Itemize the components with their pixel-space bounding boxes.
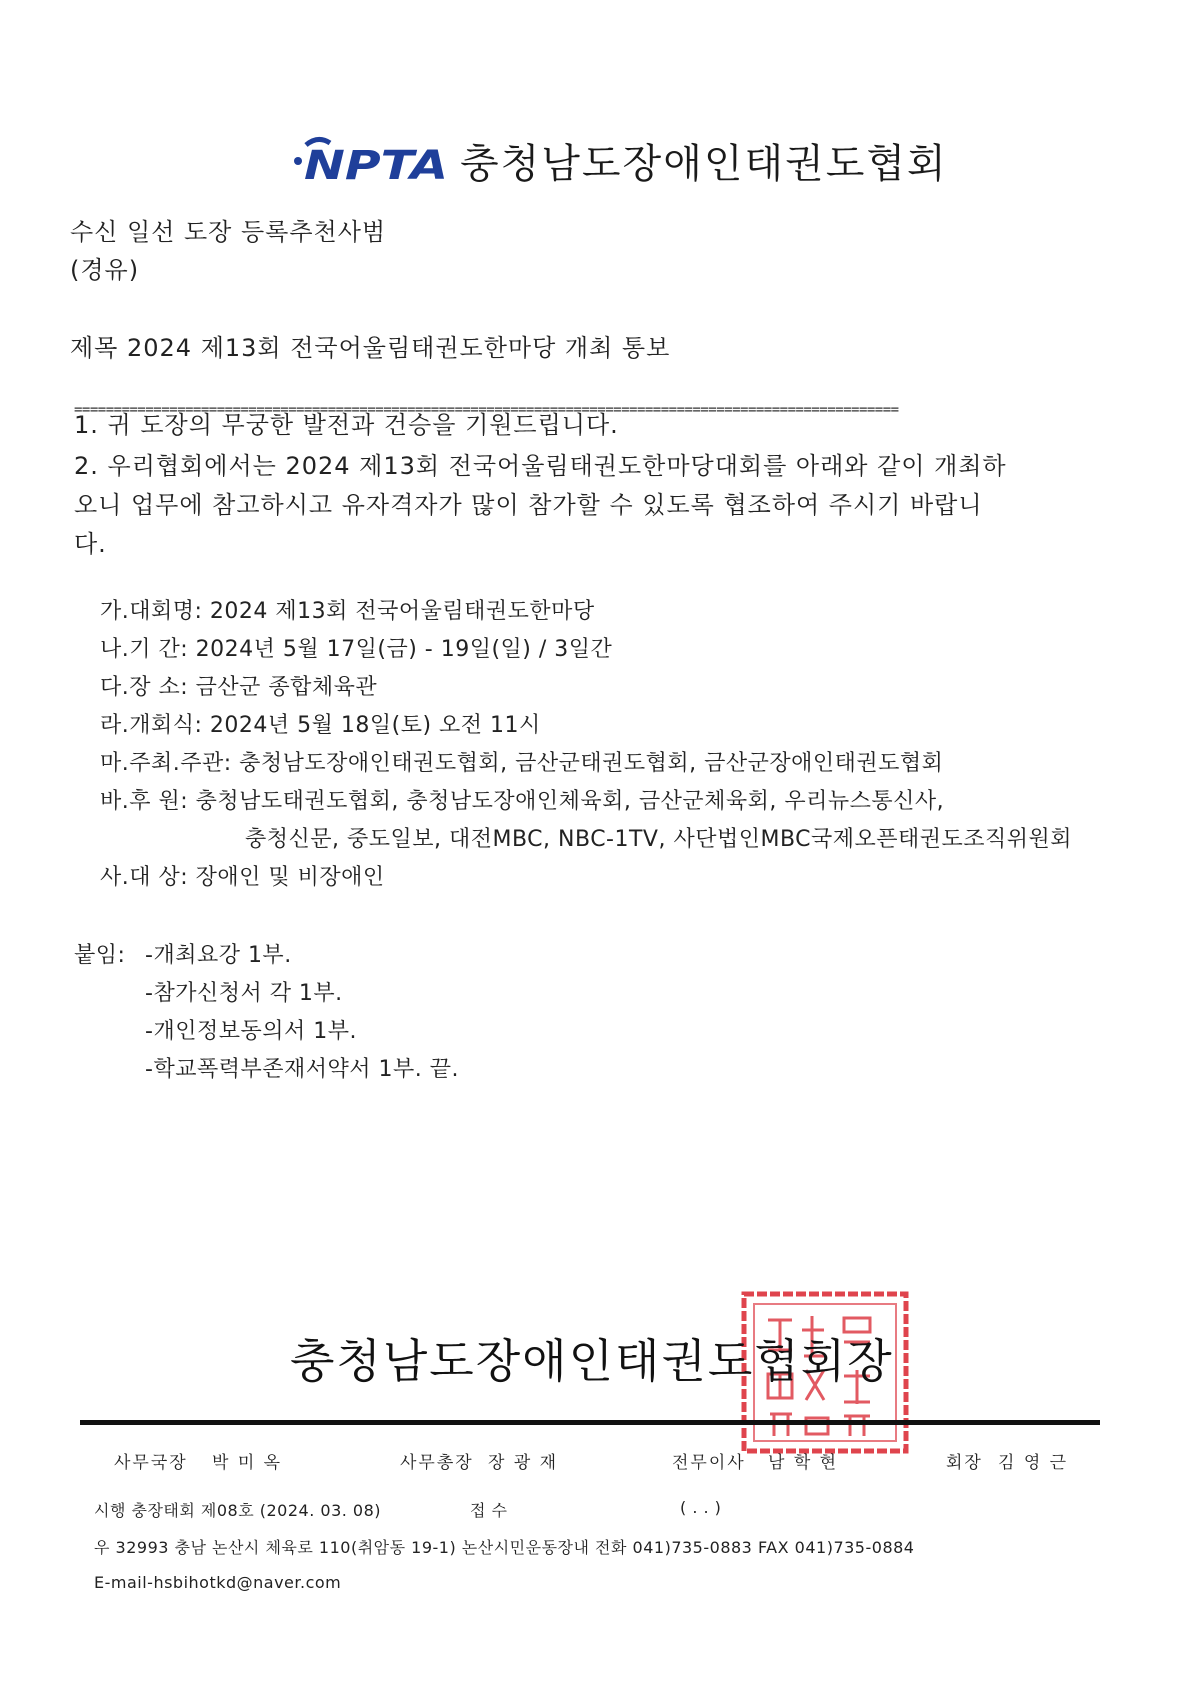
attachments-label: 붙임: <box>74 943 126 968</box>
letterhead <box>292 130 948 190</box>
npta-logo <box>292 131 450 189</box>
recipient-line: 수신 일선 도장 등록추천사범 <box>70 218 387 246</box>
attachment-item: -개최요강 1부. <box>145 943 292 968</box>
email-line: E-mail-hsbihotkd@naver.com <box>94 1573 342 1592</box>
body-paragraph-2-line-1: 2. 우리협회에서는 2024 제13회 전국어울림태권도한마당대회를 아래와 같이 개최하 <box>74 452 1007 480</box>
detail-target: 사.대 상: 장애인 및 비장애인 <box>100 865 385 890</box>
detail-sponsor-line-1: 바.후 원: 충청남도태권도협회, 충청남도장애인체육회, 금산군체육회, 우리뉴스통신사, <box>100 789 945 814</box>
detail-sponsor-line-2: 충청신문, 중도일보, 대전MBC, NBC-1TV, 사단법인MBC국제오픈태권도조직위원회 <box>245 827 1073 852</box>
staff-3-name: 남 학 현 <box>768 1453 839 1473</box>
staff-2-title: 사무총장 <box>400 1453 474 1473</box>
signature-title: 충청남도장애인태권도협회장 <box>290 1334 894 1388</box>
organization-title: 충청남도장애인태권도협회 <box>460 140 948 187</box>
staff-4-name: 김 영 근 <box>998 1453 1069 1473</box>
staff-1-name: 박 미 옥 <box>212 1453 283 1473</box>
address-line: 우 32993 충남 논산시 체육로 110(취암동 19-1) 논산시민운동장내 전화 041)735-0883 FAX 041)735-0884 <box>94 1538 915 1557</box>
subject-line: 제목 2024 제13회 전국어울림태권도한마당 개최 통보 <box>70 334 671 362</box>
attachment-item: -학교폭력부존재서약서 1부. 끝. <box>145 1057 459 1082</box>
document-number: 시행 충장태회 제08호 (2024. 03. 08) <box>94 1501 382 1520</box>
body-paragraph-1: 1. 귀 도장의 무궁한 발전과 건승을 기원드립니다. <box>74 411 619 439</box>
body-paragraph-2-line-3: 다. <box>74 530 107 558</box>
body-paragraph-2-line-2: 오니 업무에 참고하시고 유자격자가 많이 참가할 수 있도록 협조하여 주시기 바랍니 <box>74 491 983 519</box>
attachment-item: -개인정보동의서 1부. <box>145 1019 357 1044</box>
signature-divider <box>80 1420 1100 1425</box>
svg-text:NPTA: NPTA <box>304 143 448 189</box>
via-line: (경유) <box>70 256 140 284</box>
reception-label: 접 수 <box>470 1501 508 1520</box>
detail-opening: 라.개회식: 2024년 5월 18일(토) 오전 11시 <box>100 713 541 738</box>
attachment-item: -참가신청서 각 1부. <box>145 981 343 1006</box>
detail-host: 마.주최.주관: 충청남도장애인태권도협회, 금산군태권도협회, 금산군장애인태권도협회 <box>100 751 944 776</box>
detail-period: 나.기 간: 2024년 5월 17일(금) - 19일(일) / 3일간 <box>100 637 613 662</box>
reception-value: ( . . ) <box>680 1498 722 1517</box>
staff-2-name: 장 광 재 <box>488 1453 559 1473</box>
detail-event-name: 가.대회명: 2024 제13회 전국어울림태권도한마당 <box>100 599 595 624</box>
detail-venue: 다.장 소: 금산군 종합체육관 <box>100 675 378 700</box>
staff-3-title: 전무이사 <box>672 1453 746 1473</box>
staff-4-title: 회장 <box>946 1453 983 1473</box>
staff-1-title: 사무국장 <box>114 1453 188 1473</box>
separator-line: ======================================================================================================== <box>74 402 899 418</box>
